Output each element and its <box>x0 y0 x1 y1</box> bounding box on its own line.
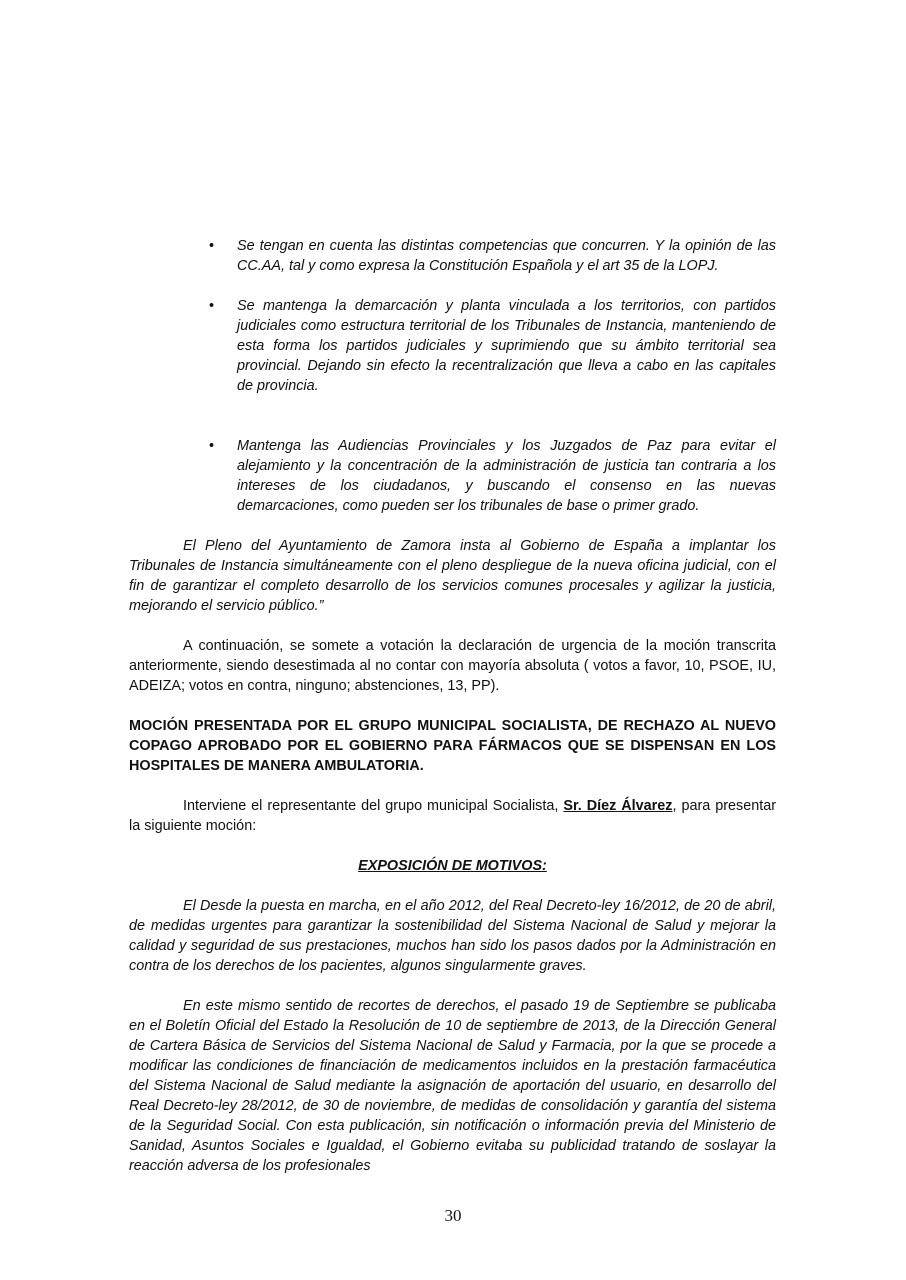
paragraph-motivos-2: En este mismo sentido de recortes de derechos, el pasado 19 de Septiembre se publicaba en el Boletín Oficial del Estado la Resolución de 10 de septiembre de 2013, de la Dirección General de Cartera Básica de Servicios del Sistema Nacional de Salud y Farmacia, por la que se procede a modificar las condiciones de financiación de medicamentos incluidos en la prestación farmacéutica del Sistema Nacional de Salud mediante la asignación de aportación del usuario, en desarrollo del Real Decreto-ley 28/2012, de 30 de noviembre, de medidas de consolidación y garantía del sistema de la Seguridad Social. Con esta publicación, sin notificación o información previa del Ministerio de Sanidad, Asuntos Sociales e Igualdad, el Gobierno evitaba su publicidad tratando de soslayar la reacción adversa de los profesionales <box>129 998 776 1174</box>
speaker-name: Sr. Díez Álvarez <box>563 798 673 814</box>
intervention-text-after: , para presentar la siguiente moción: <box>129 798 777 834</box>
motion-heading: MOCIÓN PRESENTADA POR EL GRUPO MUNICIPAL SOCIALISTA, DE RECHAZO AL NUEVO COPAGO APROBADO POR EL GOBIERNO PARA FÁRMACOS QUE SE DISPENSAN EN LOS HOSPITALES DE MANERA AMBULATORIA. <box>129 718 776 774</box>
section-title: EXPOSICIÓN DE MOTIVOS: <box>358 858 547 874</box>
bullet-item <box>209 296 776 396</box>
paragraph-motivos-1: El Desde la puesta en marcha, en el año 2012, del Real Decreto-ley 16/2012, de 20 de abril, de medidas urgentes para garantizar la sostenibilidad del Sistema Nacional de Salud y mejorar la calidad y seguridad de sus prestaciones, muchos han sido los pasos dados por la Administración en contra de los derechos de los pacientes, algunos singularmente graves. <box>129 898 776 974</box>
bullet-icon: • <box>209 438 215 454</box>
bullet-icon: • <box>209 298 215 314</box>
paragraph-pleno: El Pleno del Ayuntamiento de Zamora insta al Gobierno de España a implantar los Tribunales de Instancia simultáneamente con el pleno despliegue de la nueva oficina judicial, con el fin de garantizar el completo desarrollo de los servicios comunes procesales y agilizar la justicia, mejorando el servicio público.” <box>129 538 776 614</box>
bullet-item <box>209 436 776 516</box>
bullet-item <box>209 236 776 276</box>
bullet-text: Se mantenga la demarcación y planta vinculada a los territorios, con partidos judiciales como estructura territorial de los Tribunales de Instancia, manteniendo de esta forma los partidos judiciales y suprimiendo que su ámbito territorial sea provincial. Dejando sin efecto la recentralización que lleva a cabo en las capitales de provincia. <box>237 298 776 394</box>
intervention-text-before: Interviene el representante del grupo municipal Socialista, <box>183 798 564 814</box>
bullet-icon: • <box>209 238 215 254</box>
paragraph-intervention <box>129 796 776 836</box>
paragraph-votacion: A continuación, se somete a votación la declaración de urgencia de la moción transcrita anteriormente, siendo desestimada al no contar con mayoría absoluta ( votos a favor, 10, PSOE, IU, ADEIZA; votos en contra, ninguno; abstenciones, 13, PP). <box>129 638 776 694</box>
bullet-text: Se tengan en cuenta las distintas competencias que concurren. Y la opinión de las CC.AA, tal y como expresa la Constitución Española y el art 35 de la LOPJ. <box>237 238 776 274</box>
page-body <box>129 236 776 1176</box>
bullet-text: Mantenga las Audiencias Provinciales y los Juzgados de Paz para evitar el alejamiento y la concentración de la administración de justicia tan contraria a los intereses de los ciudadanos, y buscando el consenso en las nuevas demarcaciones, como pueden ser los tribunales de base o primer grado. <box>237 438 776 514</box>
page-number: 30 <box>444 1206 462 1225</box>
bullet-list <box>129 236 776 516</box>
